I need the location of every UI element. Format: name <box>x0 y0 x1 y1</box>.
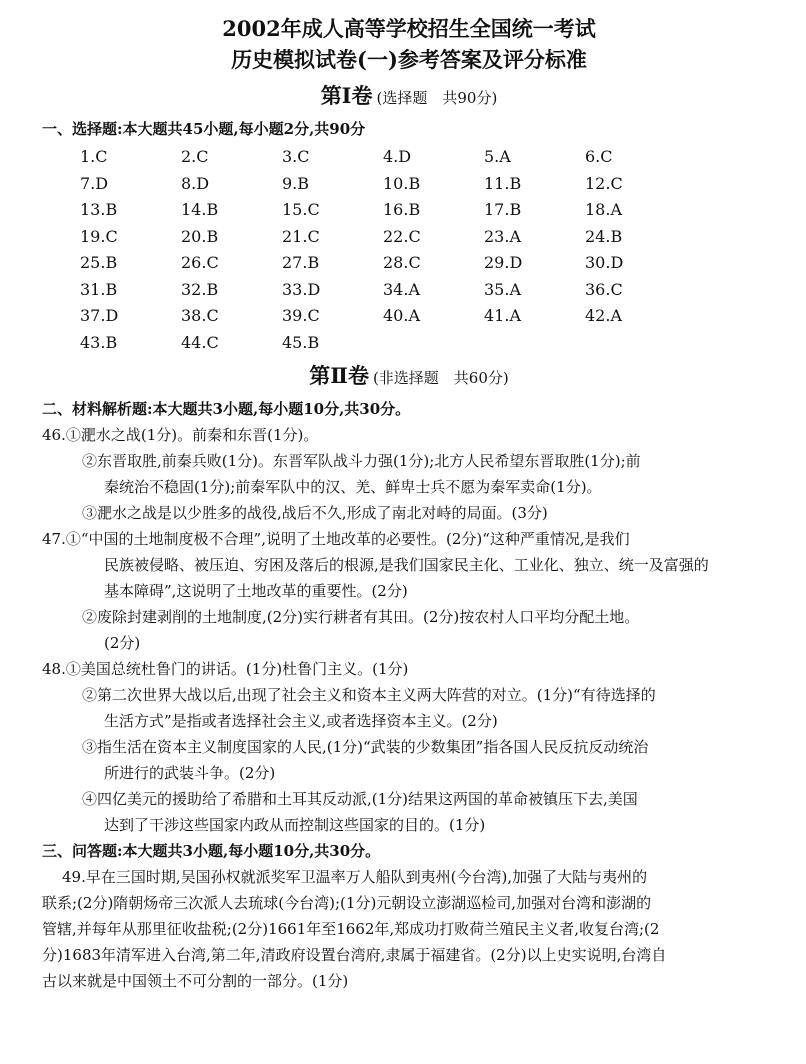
multiple-choice-answers <box>80 144 776 356</box>
q48-line2: ②第二次世界大战以后,出现了社会主义和资本主义两大阵营的对立。(1分)“有待选择的 <box>82 686 656 704</box>
answer-item: 26.C <box>181 253 219 272</box>
section3-heading: 三、问答题:本大题共3小题,每小题10分,共30分。 <box>42 842 381 860</box>
answer-item: 25.B <box>80 253 118 272</box>
answer-item: 10.B <box>383 173 421 193</box>
volume2-subtitle: (非选择题 共60分) <box>372 369 509 387</box>
answer-item: 39.C <box>282 306 320 325</box>
q47-line2: 民族被侵略、被压迫、穷困及落后的根源,是我们国家民主化、工业化、独立、统一及富强的 <box>104 556 709 574</box>
answer-item: 18.A <box>585 200 622 219</box>
q48-line3: 生活方式”是指或者选择社会主义,或者选择资本主义。(2分) <box>104 712 498 730</box>
volume2-heading <box>42 358 776 396</box>
q49-line3: 管辖,并每年从那里征收盐税;(2分)1661年至1662年,郑成功打败荷兰殖民主义者,收复台湾;(2 <box>42 920 660 938</box>
q49-line4: 分)1683年清军进入台湾,第二年,清政府设置台湾府,隶属于福建省。(2分)以上史实说明,台湾自 <box>42 946 667 964</box>
answer-item: 29.D <box>484 253 523 272</box>
q47-line1: 47.①“中国的土地制度极不合理”,说明了土地改革的必要性。(2分)“这种严重情况,是我们 <box>42 530 630 548</box>
answer-item: 37.D <box>80 306 119 325</box>
q48-line4: ③指生活在资本主义制度国家的人民,(1分)“武装的少数集团”指各国人民反抗反动统治 <box>82 738 649 756</box>
answer-item: 15.C <box>282 200 320 219</box>
answer-item: 42.A <box>585 306 622 325</box>
answer-item: 21.C <box>282 226 320 246</box>
answer-item: 9.B <box>282 173 310 193</box>
document-title-line2: 历史模拟试卷(一)参考答案及评分标准 <box>231 47 587 72</box>
answer-item: 30.D <box>585 253 624 272</box>
answer-item: 14.B <box>181 200 219 219</box>
q48-line1: 48.①美国总统杜鲁门的讲话。(1分)杜鲁门主义。(1分) <box>42 660 409 678</box>
q49-line5: 古以来就是中国领土不可分割的一部分。(1分) <box>42 972 349 990</box>
answer-item: 31.B <box>80 279 118 299</box>
answer-item: 17.B <box>484 200 522 219</box>
answer-item: 22.C <box>383 226 421 246</box>
section1-heading: 一、选择题:本大题共45小题,每小题2分,共90分 <box>42 120 366 138</box>
answer-item: 23.A <box>484 226 521 246</box>
volume1-title: 第Ⅰ卷 <box>320 83 373 108</box>
q49-line2: 联系;(2分)隋朝炀帝三次派人去琉球(今台湾);(1分)元朝设立澎湖巡检司,加强对台湾和澎湖的 <box>42 894 652 912</box>
q48-line7: 达到了干涉这些国家内政从而控制这些国家的目的。(1分) <box>104 816 486 834</box>
question-48 <box>42 656 776 838</box>
q46-line2: ②东晋取胜,前秦兵败(1分)。东晋军队战斗力强(1分);北方人民希望东晋取胜(1分);前 <box>82 452 641 470</box>
q48-line5: 所进行的武装斗争。(2分) <box>104 764 276 782</box>
answer-item: 13.B <box>80 200 118 219</box>
answer-item: 11.B <box>484 173 522 193</box>
answer-item: 32.B <box>181 279 219 299</box>
q49-line1: 49.早在三国时期,吴国孙权就派奖军卫温率万人船队到夷州(今台湾),加强了大陆与夷州的 <box>62 868 648 886</box>
volume1-heading <box>42 78 776 116</box>
q47-line3: 基本障碍”,这说明了土地改革的重要性。(2分) <box>104 582 408 600</box>
answer-item: 45.B <box>282 332 320 352</box>
answer-item: 19.C <box>80 226 118 246</box>
q48-line6: ④四亿美元的援助给了希腊和土耳其反动派,(1分)结果这两国的革命被镇压下去,美国 <box>82 790 638 808</box>
answer-item: 40.A <box>383 306 420 325</box>
q46-line3: 秦统治不稳固(1分);前秦军队中的汉、羌、鲜卑士兵不愿为秦军卖命(1分)。 <box>104 478 602 496</box>
q47-line5: (2分) <box>104 634 141 652</box>
answer-item: 20.B <box>181 226 219 246</box>
volume1-subtitle: (选择题 共90分) <box>376 89 498 107</box>
answer-item: 27.B <box>282 253 320 272</box>
answer-item: 38.C <box>181 306 219 325</box>
question-46 <box>42 422 776 526</box>
answer-item: 36.C <box>585 279 623 299</box>
question-47 <box>42 526 776 656</box>
answer-item: 16.B <box>383 200 421 219</box>
answer-item: 1.C <box>80 147 108 166</box>
question-49 <box>42 864 776 994</box>
q46-line1: 46.①淝水之战(1分)。前秦和东晋(1分)。 <box>42 426 319 444</box>
q47-line4: ②废除封建剥削的土地制度,(2分)实行耕者有其田。(2分)按农村人口平均分配土地。 <box>82 608 640 626</box>
answer-item: 35.A <box>484 279 521 299</box>
section2-heading: 二、材料解析题:本大题共3小题,每小题10分,共30分。 <box>42 400 411 418</box>
answer-item: 12.C <box>585 173 623 193</box>
answer-item: 7.D <box>80 173 109 193</box>
q46-line4: ③淝水之战是以少胜多的战役,战后不久,形成了南北对峙的局面。(3分) <box>82 504 548 522</box>
answer-item: 44.C <box>181 332 219 352</box>
answer-item: 8.D <box>181 173 210 193</box>
answer-item: 28.C <box>383 253 421 272</box>
answer-item: 4.D <box>383 147 412 166</box>
answer-item: 3.C <box>282 147 310 166</box>
answer-item: 41.A <box>484 306 521 325</box>
answer-item: 5.A <box>484 147 511 166</box>
answer-item: 34.A <box>383 279 420 299</box>
answer-item: 2.C <box>181 147 209 166</box>
answer-item: 33.D <box>282 279 321 299</box>
answer-item: 43.B <box>80 332 118 352</box>
document-title-line1: 2002年成人高等学校招生全国统一考试 <box>222 16 596 41</box>
answer-item: 6.C <box>585 147 613 166</box>
answer-item: 24.B <box>585 226 623 246</box>
volume2-title: 第Ⅱ卷 <box>309 363 369 388</box>
